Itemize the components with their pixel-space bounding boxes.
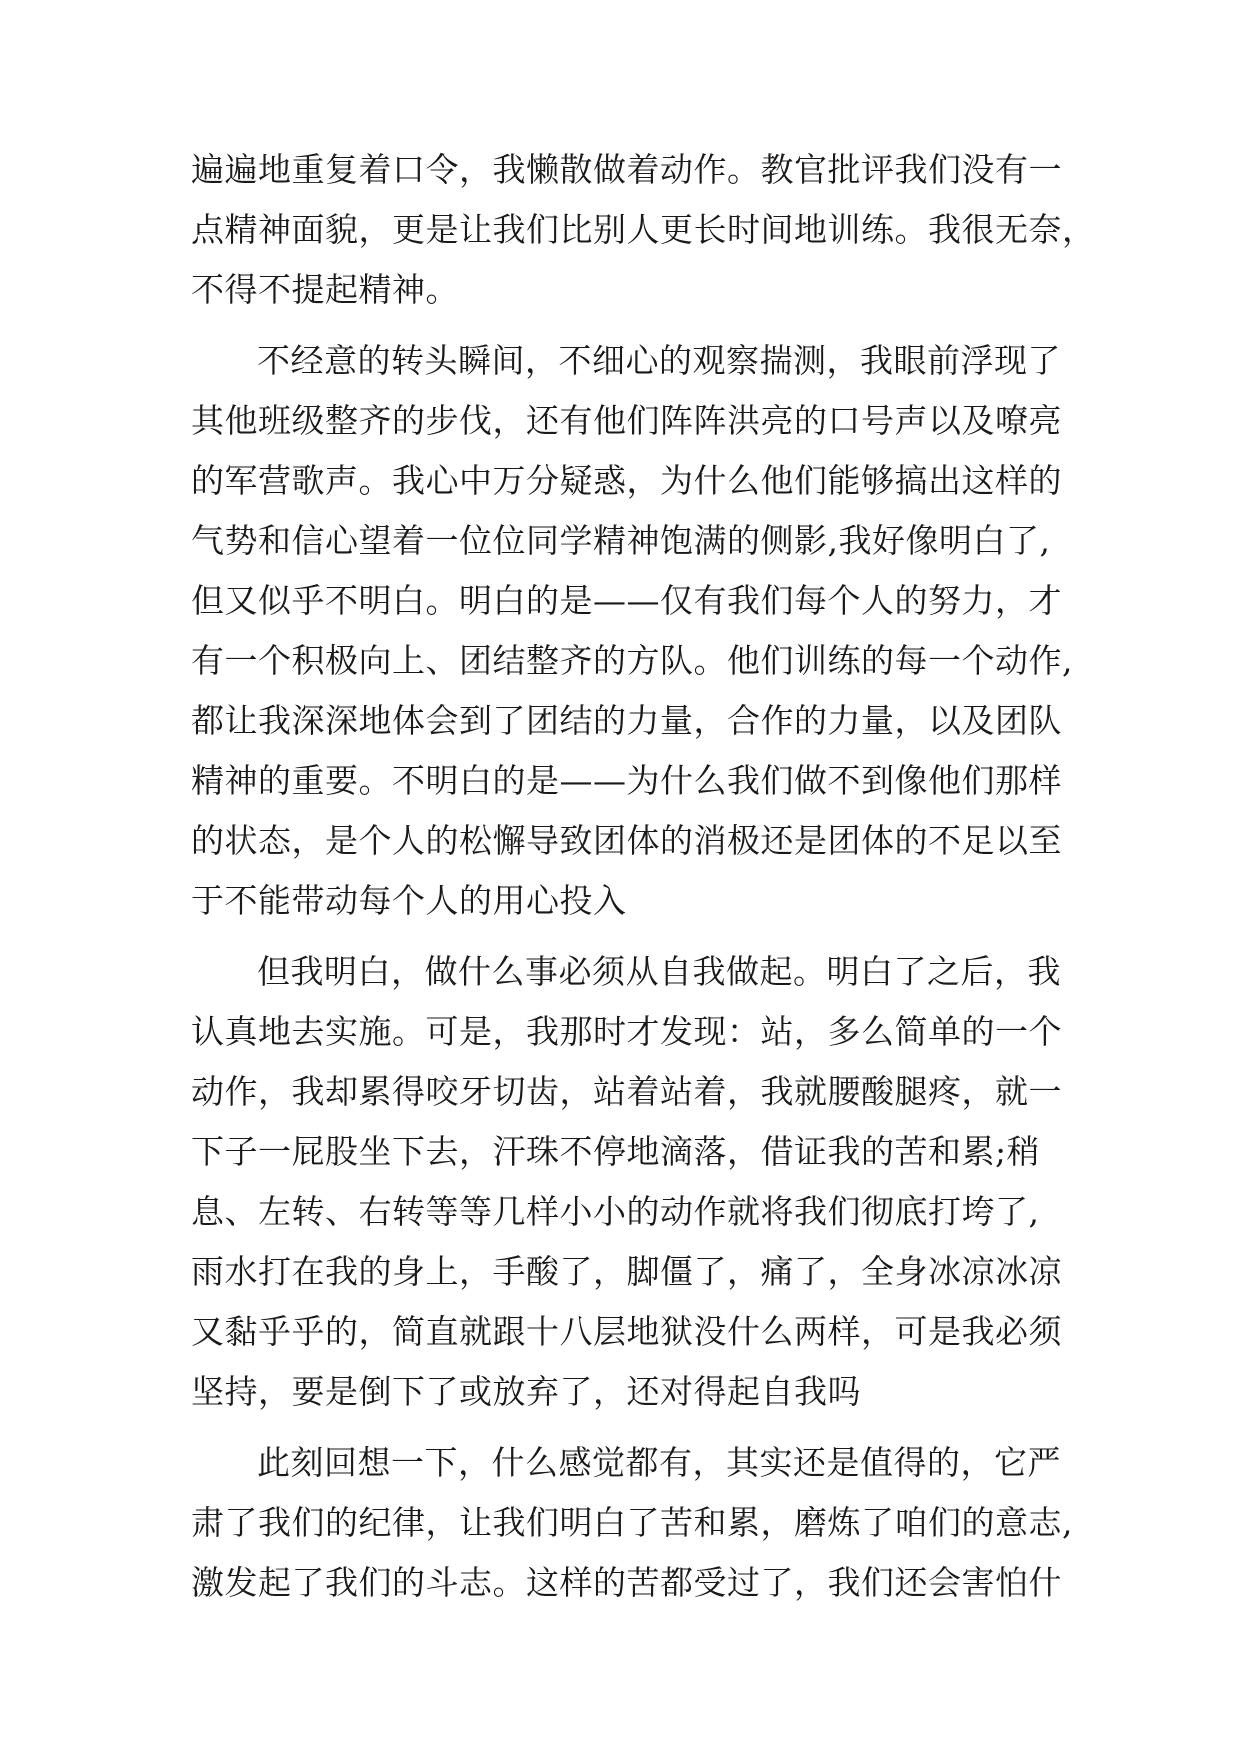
text-line: 不得不提起精神。 [191, 270, 459, 309]
text-line: 坚持，要是倒下了或放弃了，还对得起自我吗 [191, 1372, 861, 1411]
text-line: 有一个积极向上、团结整齐的方队。他们训练的每一个动作, [191, 641, 1073, 680]
text-line: 遍遍地重复着口令，我懒散做着动作。教官批评我们没有一 [191, 150, 1062, 189]
text-line: 又黏乎乎的，简直就跟十八层地狱没什么两样，可是我必须 [191, 1312, 1062, 1351]
text-line: 肃了我们的纪律，让我们明白了苦和累，磨炼了咱们的意志, [191, 1503, 1073, 1542]
text-line: 不经意的转头瞬间，不细心的观察揣测，我眼前浮现了 [257, 341, 1061, 380]
text-line: 认真地去实施。可是，我那时才发现：站，多么简单的一个 [191, 1012, 1062, 1051]
paragraph-3 [191, 942, 1062, 1422]
body-text [191, 140, 1096, 1624]
text-line: 雨水打在我的身上，手酸了，脚僵了，痛了，全身冰凉冰凉 [191, 1252, 1062, 1291]
text-line: 于不能带动每个人的用心投入 [191, 881, 627, 920]
text-line: 精神的重要。不明白的是——为什么我们做不到像他们那样 [191, 761, 1062, 800]
paragraph-1 [191, 140, 1096, 320]
text-line: 点精神面貌，更是让我们比别人更长时间地训练。我很无奈， [191, 210, 1096, 249]
text-line: 但又似乎不明白。明白的是——仅有我们每个人的努力，才 [191, 581, 1062, 620]
text-line: 的军营歌声。我心中万分疑惑，为什么他们能够搞出这样的 [191, 461, 1062, 500]
text-line: 的状态，是个人的松懈导致团体的消极还是团体的不足以至 [191, 821, 1062, 860]
text-line: 动作，我却累得咬牙切齿，站着站着，我就腰酸腿疼，就一 [191, 1072, 1062, 1111]
paragraph-2 [191, 331, 1073, 931]
text-line: 都让我深深地体会到了团结的力量，合作的力量，以及团队 [191, 701, 1062, 740]
text-line: 息、左转、右转等等几样小小的动作就将我们彻底打垮了, [191, 1192, 1040, 1231]
text-line: 但我明白，做什么事必须从自我做起。明白了之后，我 [257, 952, 1061, 991]
text-line: 此刻回想一下，什么感觉都有，其实还是值得的，它严 [257, 1443, 1061, 1482]
text-line: 气势和信心望着一位位同学精神饱满的侧影,我好像明白了, [191, 521, 1051, 560]
text-line: 激发起了我们的斗志。这样的苦都受过了，我们还会害怕什 [191, 1563, 1062, 1602]
paragraph-4 [191, 1433, 1073, 1613]
text-line: 其他班级整齐的步伐，还有他们阵阵洪亮的口号声以及嘹亮 [191, 401, 1062, 440]
text-line: 下子一屁股坐下去，汗珠不停地滴落，借证我的苦和累;稍 [191, 1132, 1041, 1171]
